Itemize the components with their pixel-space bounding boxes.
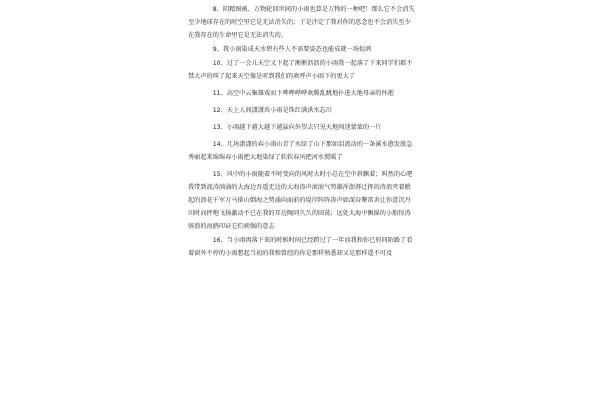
paragraph-16: 16、当小雨再落下来的时候时间已经跨过了一年而我和你已形同陌路了看着窗外不停的小雨想起当初的我和曾经的你是那样熟悉却又是那样遥不可及	[188, 237, 413, 257]
document-body	[188, 3, 416, 260]
paragraph-11: 11、高空中云集雄戏而下哗哗哗哗欢腾乱跳地扑进大地母亲的怀抱	[188, 90, 394, 97]
paragraph-10: 10、过了一会儿天空又下起了淅淅沥沥的小雨我一起落了下来同学们都不禁大声的叫了起来天空像是听到我们的欢呼声小雨下的更大了	[188, 60, 413, 80]
paragraph-9: 9、我小雨染成天水碧有些人不需要姿态也能成就一场惊鸿	[188, 46, 372, 53]
paragraph-13: 13、小雨越下越大越下越猛向外望去只见天地间迷蒙蒙的一片	[188, 124, 382, 131]
paragraph-8: 8、阴精图被、万物轮回世间的小雨也算是万物的一种吧！那么它不会消失至少地球存在的时空里它是无法消失的；于是注定了我对你的思念也不会消失至少在我存在的生命里它是无法消失的。	[188, 6, 415, 39]
paragraph-15: 15、风中的小雨随着不时变向的风时大时小总在空中斜飘着；叫然的心吧我带到波涛汹涌的大海边吾遥无边的大海涛声滚滚气势雄浑澎湃迁挥的涛浪夹着掀起的浪花千军万马排山倒海之势涌向面前的堤岸阵阵涛声如深谷擎雷舍让你意沉丹田时而抨咆飞扬激动不已在我的耳边陶同久久的回荡；远处大海中飘摇的小船惊涛骇浪的海鸥印证它们顽强的意志	[188, 171, 413, 230]
paragraph-12: 12、天上人间潇潇共小雨是珠红满洪水忘川	[188, 107, 332, 114]
paragraph-14: 14、几场潇潇的春小雨山青了水绿了山下那如泪流动的一条溪水愈发涨急秀丽起来绵绵春小雨把大地染绿了软软春风把河水熨暖了	[188, 141, 413, 161]
